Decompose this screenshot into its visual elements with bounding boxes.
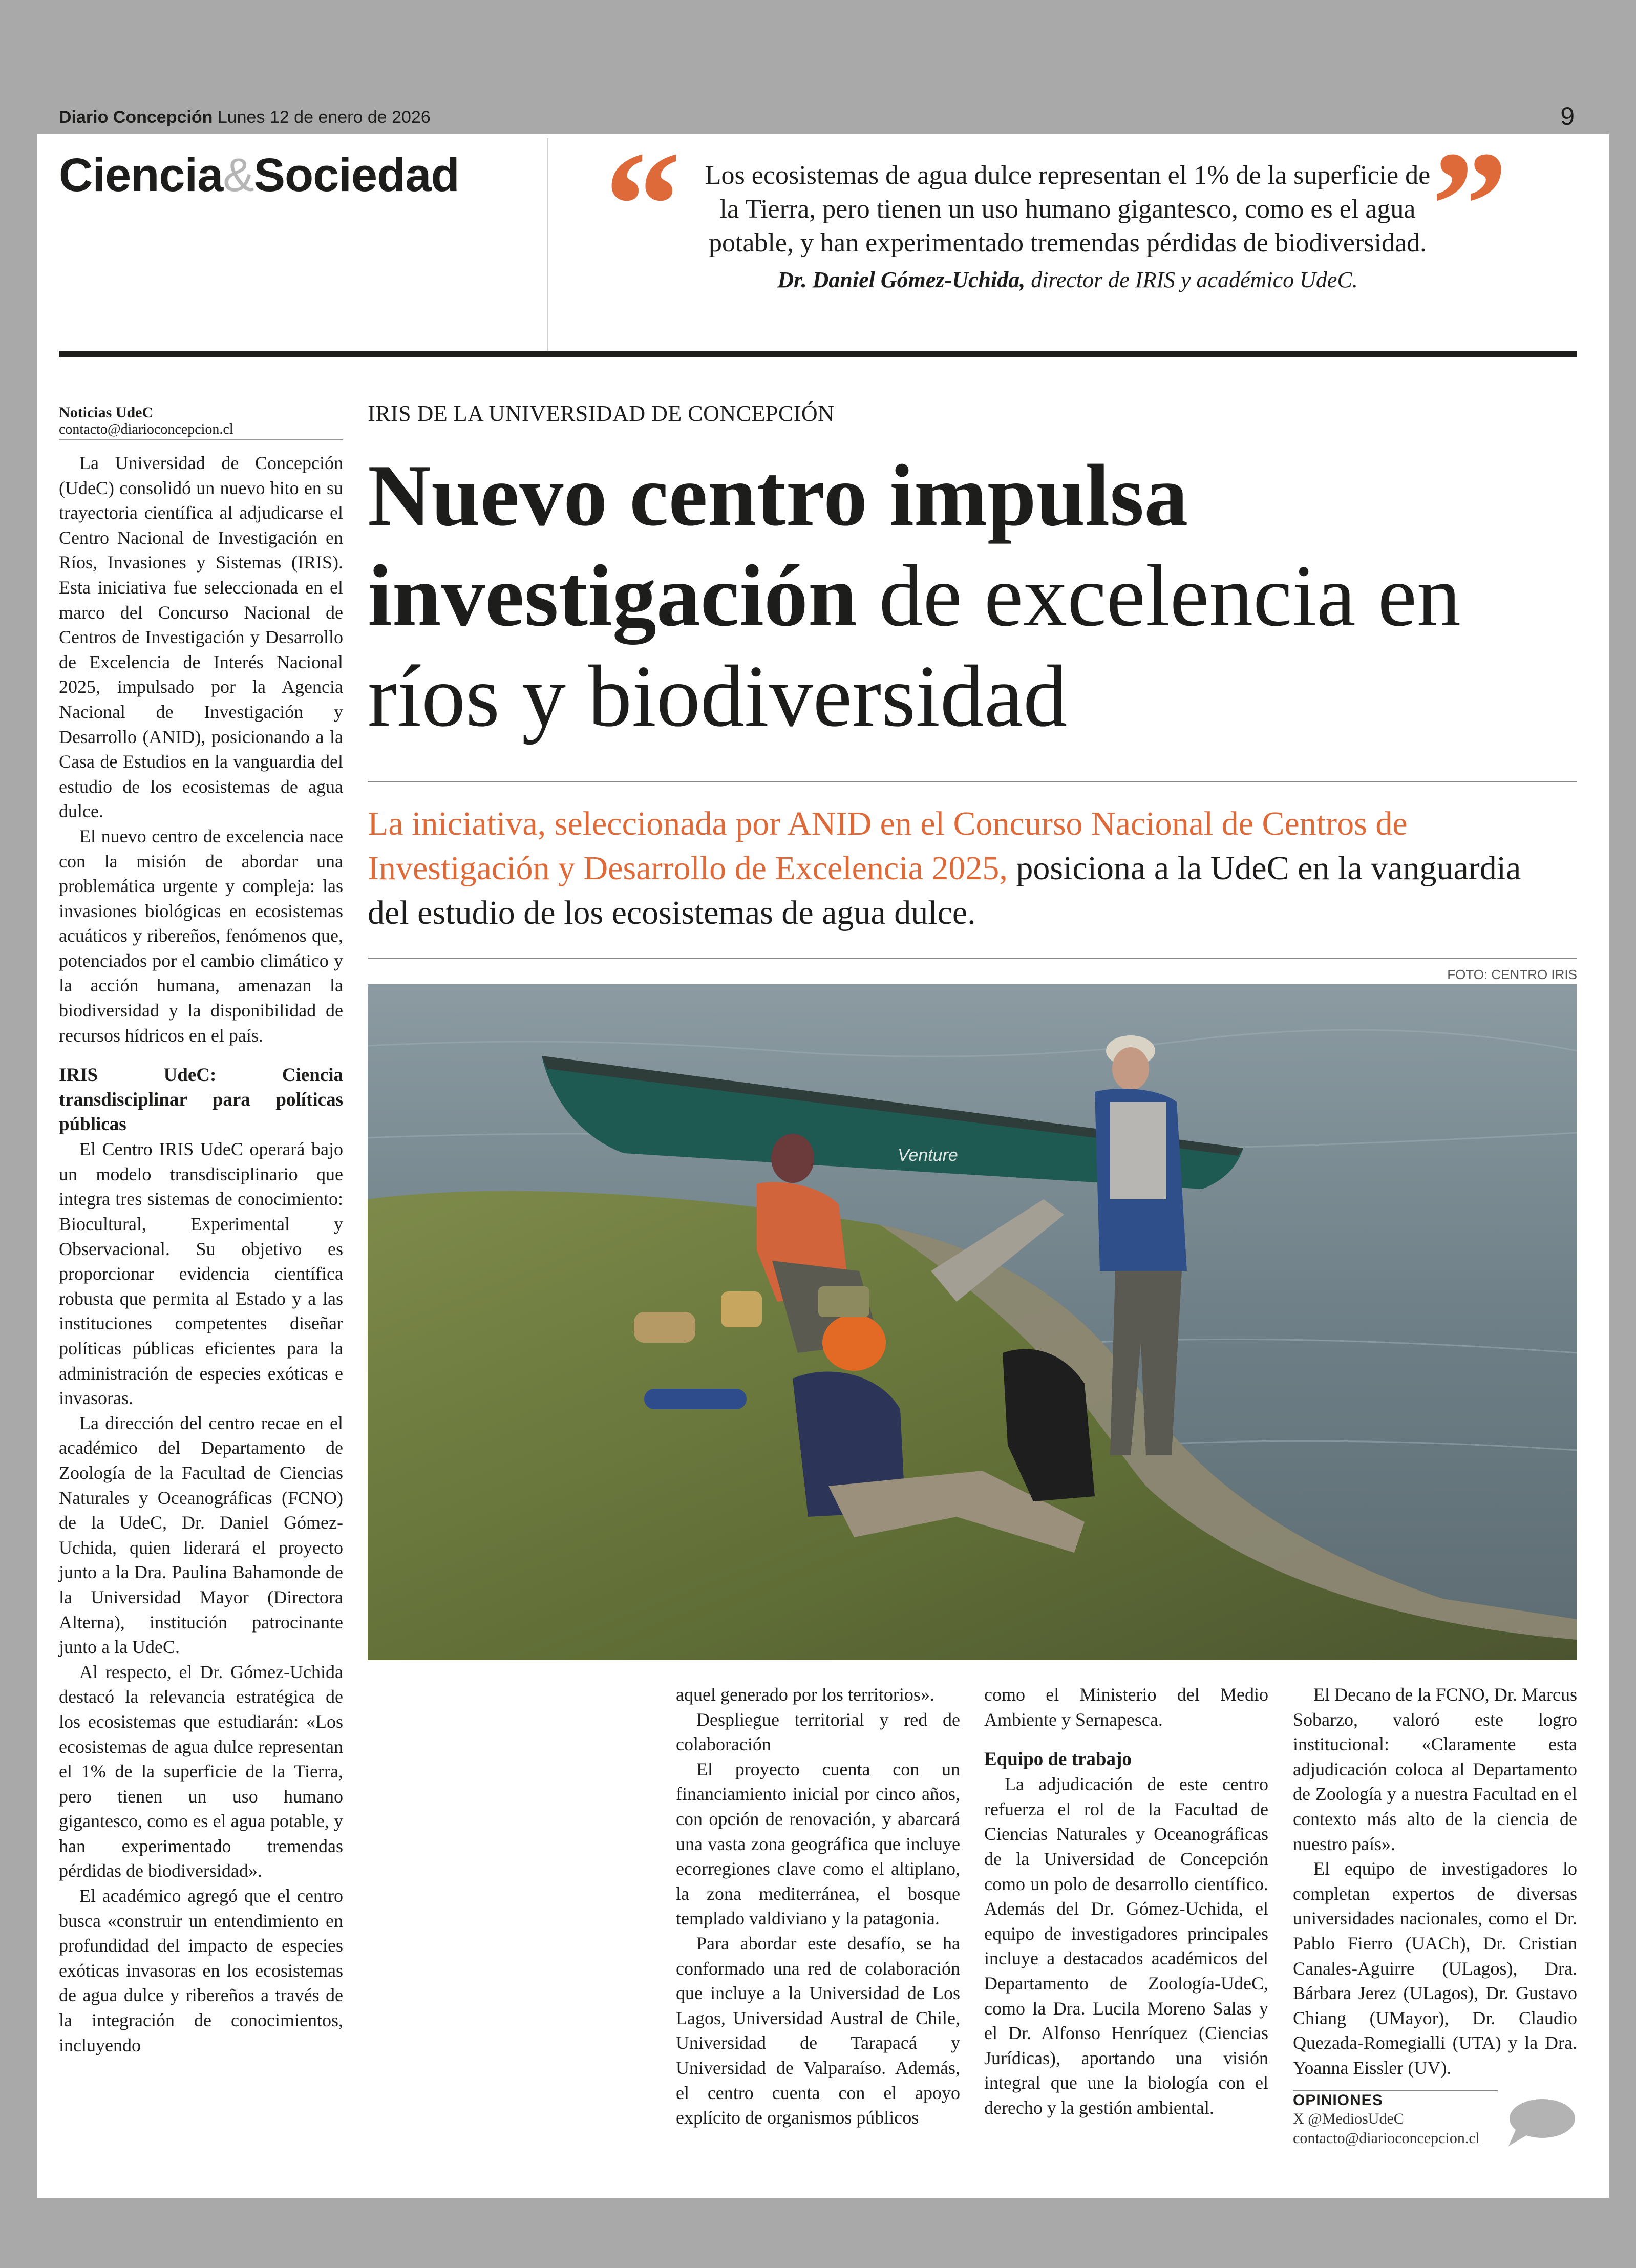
paragraph: El Centro IRIS UdeC operará bajo un modelo transdisciplinario que integra tres sistemas de conocimiento: Biocultural, Experimental y Observacional. Su objetivo es proporcionar evidencia científica robusta que permita al Estado y a las instituciones competentes diseñar políticas públicas eficientes para la administración de especies exóticas e invasoras. bbox=[59, 1139, 343, 1409]
pull-quote-attribution bbox=[702, 263, 1434, 297]
page-number: 9 bbox=[1560, 102, 1575, 131]
header-rule bbox=[59, 351, 1577, 357]
paragraph: como el Ministerio del Medio Ambiente y Sernapesca. bbox=[984, 1684, 1268, 1730]
opinions-email[interactable]: contacto@diarioconcepcion.cl bbox=[1293, 2130, 1480, 2147]
section-title bbox=[59, 149, 459, 202]
byline bbox=[59, 405, 343, 438]
deck-highlight: La iniciativa, seleccionada por ANID en el Concurso Nacional de Centros de Investigación y Desarrollo de Excelencia 2025, bbox=[368, 805, 1408, 887]
newspaper-name: Diario Concepción bbox=[59, 108, 213, 127]
kicker: IRIS DE LA UNIVERSIDAD DE CONCEPCIÓN bbox=[368, 401, 835, 426]
pull-quote-text: Los ecosistemas de agua dulce representan el 1% de la superficie de la Tierra, pero tienen un uso humano gigantesco, como es el agua potable, y han experimentado tremendas pérdidas de biodiversidad. bbox=[705, 161, 1431, 258]
paragraph: La Universidad de Concepción (UdeC) consolidó un nuevo hito en su trayectoria científica al adjudicarse el Centro Nacional de Investigación en Ríos, Invasiones y Sistemas (IRIS). Esta iniciativa fue seleccionada en el marco del Concurso Nacional de Centros de Investigación y Desarrollo de Excelencia de Interés Nacional 2025, impulsado por la Agencia Nacional de Investigación y Desarrollo (ANID), posicionando a la Casa de Estudios en la vanguardia del estudio de los ecosistemas de agua dulce. bbox=[59, 453, 343, 822]
paragraph: Al respecto, el Dr. Gómez-Uchida destacó la relevancia estratégica de los ecosistemas que estudiarán: «Los ecosistemas de agua dulce representan el 1% de la superficie de la Tierra, pero tienen un uso humano gigantesco, como es el agua potable, y han experimentado tremendas pérdidas de biodiversidad». bbox=[59, 1661, 343, 1881]
pull-quote bbox=[702, 159, 1434, 297]
byline-email: contacto@diarioconcepcion.cl bbox=[59, 421, 233, 437]
paragraph: El académico agregó que el centro busca «construir un entendimiento en profundidad del impacto de especies exóticas invasoras en los ecosistemas de agua dulce y ribereños a través de la integración de conocimientos, incluyendo bbox=[59, 1885, 343, 2055]
article-photo bbox=[368, 984, 1577, 1660]
photo-illustration bbox=[368, 984, 1577, 1660]
byline-name: Noticias UdeC bbox=[59, 404, 154, 421]
headline-regular: de excelencia en ríos y biodiversidad bbox=[368, 547, 1461, 745]
headline-bold: Nuevo centro impulsa investigación bbox=[368, 447, 1188, 645]
paragraph: El proyecto cuenta con un financiamiento inicial por cinco años, con opción de renovación, y abarcará una vasta zona geográfica que incluye ecorregiones clave como el altiplano, la zona mediterránea, el bosque templado valdiviano y la patagonia. bbox=[676, 1758, 960, 1929]
article-column-1 bbox=[59, 451, 343, 2058]
canoe-brand-label: Venture bbox=[898, 1146, 958, 1165]
article-column-2 bbox=[676, 1682, 960, 2130]
section-title-part2: Sociedad bbox=[253, 149, 459, 201]
section-title-amp: & bbox=[223, 149, 254, 201]
deck-rest: posiciona a la UdeC en la vanguardia del estudio de los ecosistemas de agua dulce. bbox=[368, 850, 1521, 931]
paragraph: El nuevo centro de excelencia nace con la misión de abordar una problemática urgente y compleja: las invasiones biológicas en ecosistemas acuáticos y ribereños, fenómenos que, potenciados por el cambio climático y la acción humana, amenazan la biodiversidad y la disponibilidad de recursos hídricos en el país. bbox=[59, 825, 343, 1046]
paragraph: La dirección del centro recae en el académico del Departamento de Zoología de la Facultad de Ciencias Naturales y Oceanográficas (FCNO) de la UdeC, Dr. Daniel Gómez-Uchida, quien liderará el proyecto junto a la Dra. Paulina Bahamonde de la Universidad Mayor (Directora Alterna), institución patrocinante junto a la UdeC. bbox=[59, 1412, 343, 1658]
headline-rule bbox=[368, 781, 1577, 782]
article-column-4 bbox=[1293, 1682, 1577, 2081]
header-divider bbox=[547, 138, 548, 351]
paragraph: Despliegue territorial y red de colaboración bbox=[676, 1709, 960, 1755]
speech-bubble-icon bbox=[1505, 2097, 1576, 2148]
opinions-handle[interactable]: X @MediosUdeC bbox=[1293, 2110, 1404, 2127]
deck bbox=[368, 801, 1545, 935]
page-header bbox=[59, 102, 1575, 134]
opinions-title: OPINIONES bbox=[1293, 2092, 1383, 2109]
photo-credit: FOTO: CENTRO IRIS bbox=[1447, 967, 1577, 982]
article-column-3 bbox=[984, 1682, 1268, 2121]
paragraph: El equipo de investigadores lo completan expertos de diversas universidades nacionales, como el Dr. Pablo Fierro (UACh), Dr. Cristian Canales-Aguirre (ULagos), Dra. Bárbara Jerez (ULagos), Dr. Gustavo Chiang (UMayor), Dr. Claudio Quezada-Romegialli (UTA) y la Dra. Yoanna Eissler (UV). bbox=[1293, 1858, 1577, 2078]
paragraph: El Decano de la FCNO, Dr. Marcus Sobarzo, valoró este logro institucional: «Claramente esta adjudicación coloca al Departamento de Zoología y a nuestra Facultad en el contexto más alto de la ciencia de nuestro país». bbox=[1293, 1684, 1577, 1854]
headline bbox=[368, 446, 1571, 747]
opinions-rule bbox=[1293, 2090, 1498, 2091]
subheading: Equipo de trabajo bbox=[984, 1749, 1132, 1770]
byline-rule bbox=[59, 439, 343, 440]
subheading: IRIS UdeC: Ciencia transdisciplinar para políticas públicas bbox=[59, 1065, 343, 1135]
pull-quote-author: Dr. Daniel Gómez-Uchida, bbox=[777, 267, 1026, 292]
paragraph: aquel generado por los territorios». bbox=[676, 1684, 934, 1705]
paragraph: La adjudicación de este centro refuerza el rol de la Facultad de Ciencias Naturales y Oceanográficas de la Universidad de Concepción como un polo de desarrollo científico. Además del Dr. Gómez-Uchida, el equipo de investigadores principales incluye a destacados académicos del Departamento de Zoología-UdeC, como la Dra. Lucila Moreno Salas y el Dr. Alfonso Henríquez (Ciencias Jurídicas), aportando una visión integral que une la biología con el derecho y la gestión ambiental. bbox=[984, 1774, 1268, 2118]
section-title-part1: Ciencia bbox=[59, 149, 223, 201]
close-quote-icon: ” bbox=[1431, 120, 1508, 290]
pull-quote-role: director de IRIS y académico UdeC. bbox=[1031, 267, 1358, 292]
deck-rule bbox=[368, 958, 1577, 959]
open-quote-icon: “ bbox=[604, 120, 681, 290]
issue-date: Lunes 12 de enero de 2026 bbox=[217, 108, 431, 127]
paragraph: Para abordar este desafío, se ha conformado una red de colaboración que incluye a la Universidad de Los Lagos, Universidad Austral de Chile, Universidad de Tarapacá y Universidad de Valparaíso. Además, el centro cuenta con el apoyo explícito de organismos públicos bbox=[676, 1933, 960, 2128]
